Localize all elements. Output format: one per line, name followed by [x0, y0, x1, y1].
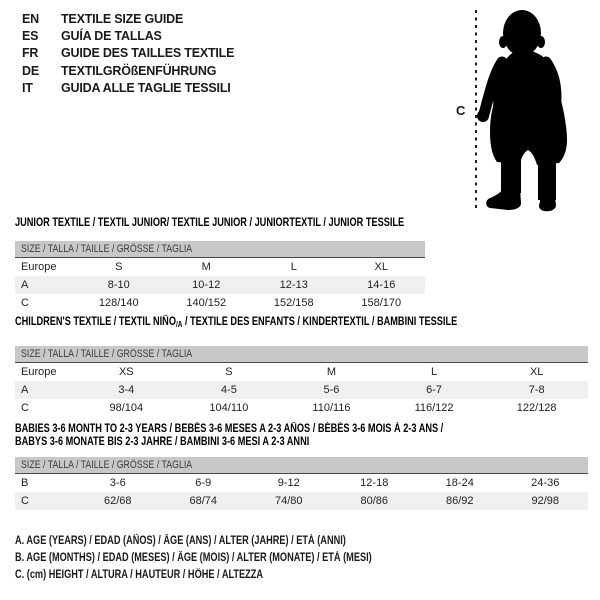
size-header-label: SIZE / TALLA / TAILLE / GRÖSSE / TAGLIA	[21, 243, 193, 255]
language-code: EN	[22, 12, 39, 26]
age-cell: 6-7	[426, 384, 443, 396]
table-row	[15, 363, 588, 381]
table-row	[15, 258, 425, 276]
height-cell: 98/104	[109, 402, 144, 414]
age-cell: 14-16	[367, 279, 396, 291]
table-title: CHILDREN'S TEXTILE / TEXTIL $NIÑO_{/A}$ / TEXTILE DES ENFANTS / KINDERTEXTIL / BAMBINI TESSILE	[15, 316, 458, 329]
age-cell: 9-12	[277, 477, 300, 489]
height-cell: 74/80	[274, 495, 303, 507]
height-cell: 122/128	[516, 402, 557, 414]
language-title-list	[22, 11, 234, 97]
size-header-label: SIZE / TALLA / TAILLE / GRÖSSE / TAGLIA	[21, 348, 193, 360]
age-cell: 4-5	[220, 384, 237, 396]
table-row	[15, 276, 425, 294]
language-row	[22, 28, 234, 45]
table-title: BABIES 3-6 MONTH TO 2-3 YEARS / BEBÉS 3-6 MESES A 2-3 AÑOS / BÉBÉS 3-6 MOIS À 2-3 ANS / BABYS 3-6 MONATE BIS 2-3 JAHRE / BAMBINI 3-6 MESI A 2-3 ANNI	[15, 423, 444, 448]
row-label: C	[21, 495, 29, 507]
size-cell: L	[431, 366, 438, 378]
guide-title: GUIDE DES TAILLES TEXTILE	[61, 46, 235, 61]
row-label: B	[21, 477, 29, 489]
row-label: C	[21, 402, 29, 414]
height-cell: 152/158	[273, 297, 314, 309]
age-cell: 3-4	[118, 384, 135, 396]
legend-notes	[15, 533, 461, 585]
table-row	[15, 381, 588, 399]
size-cell: M	[201, 261, 211, 273]
babies-textile-table	[15, 423, 588, 510]
size-header-bar	[15, 346, 588, 363]
note-age-years: A. AGE (YEARS) / EDAD (AÑOS) / ÂGE (ANS) / ALTER (JAHRE) / ETÀ (ANNI)	[15, 535, 346, 547]
table-title: JUNIOR TEXTILE / TEXTIL JUNIOR/ TEXTILE JUNIOR / JUNIORTEXTIL / JUNIOR TESSILE	[15, 217, 405, 229]
size-cell: XL	[529, 366, 544, 378]
table-row	[15, 474, 588, 492]
size-cell: S	[225, 366, 233, 378]
height-cell: 104/110	[209, 402, 249, 414]
guide-title: TEXTILGRÖßENFÜHRUNG	[61, 63, 217, 78]
table-row	[15, 294, 425, 312]
height-cell: 158/170	[361, 297, 402, 309]
age-cell: 10-12	[192, 279, 221, 291]
size-cell: XL	[374, 261, 388, 273]
age-cell: 7-8	[528, 384, 545, 396]
language-code: FR	[22, 46, 39, 61]
height-cell: 80/86	[360, 495, 389, 507]
age-cell: 5-6	[323, 384, 340, 396]
language-row	[22, 11, 234, 28]
size-header-bar	[15, 457, 588, 474]
height-cell: 140/152	[186, 297, 227, 309]
language-code: ES	[22, 29, 39, 44]
language-code: DE	[22, 63, 39, 78]
age-cell: 6-9	[195, 477, 212, 489]
note-age-months: B. AGE (MONTHS) / EDAD (MESES) / ÂGE (MOIS) / ALTER (MONATE) / ETÀ (MESI)	[15, 552, 372, 565]
height-cell: 128/140	[98, 297, 139, 309]
language-row	[22, 63, 234, 80]
height-label-c: C	[456, 103, 466, 118]
table-row	[15, 399, 588, 417]
size-cell: M	[326, 366, 337, 378]
row-label: A	[21, 384, 29, 396]
height-cell: 68/74	[189, 495, 218, 507]
age-cell: 8-10	[107, 279, 130, 291]
row-label: Europe	[21, 261, 57, 273]
height-cell: 110/116	[312, 402, 351, 414]
language-row	[22, 80, 234, 97]
size-cell: S	[115, 261, 123, 273]
age-cell: 18-24	[445, 477, 474, 489]
row-label: Europe	[21, 366, 57, 378]
note-height-cm: C. (cm) HEIGHT / ALTURA / HAUTEUR / HÖHE / ALTEZZA	[15, 569, 264, 582]
height-cell: 86/92	[445, 495, 474, 507]
row-label: A	[21, 279, 29, 291]
guide-title: TEXTILE SIZE GUIDE	[61, 12, 184, 26]
size-cell: XS	[118, 366, 134, 378]
size-header-label: SIZE / TALLA / TAILLE / GRÖSSE / TAGLIA	[21, 459, 193, 471]
height-cell: 116/122	[414, 402, 454, 414]
guide-title: GUÍA DE TALLAS	[61, 29, 162, 44]
childrens-textile-table	[15, 316, 588, 417]
baby-figure	[440, 0, 590, 215]
baby-silhouette-shape	[477, 10, 567, 211]
age-cell: 12-18	[360, 477, 389, 489]
size-cell: L	[290, 261, 297, 273]
language-row	[22, 45, 234, 62]
age-cell: 3-6	[109, 477, 126, 489]
height-cell: 92/98	[531, 495, 560, 507]
table-row	[15, 492, 588, 510]
language-code: IT	[22, 80, 33, 95]
size-header-bar	[15, 241, 425, 258]
row-label: C	[21, 297, 29, 309]
age-cell: 12-13	[279, 279, 308, 291]
junior-textile-table	[15, 217, 425, 312]
age-cell: 24-36	[531, 477, 560, 489]
height-cell: 62/68	[103, 495, 132, 507]
guide-title: GUIDA ALLE TAGLIE TESSILI	[61, 80, 231, 95]
